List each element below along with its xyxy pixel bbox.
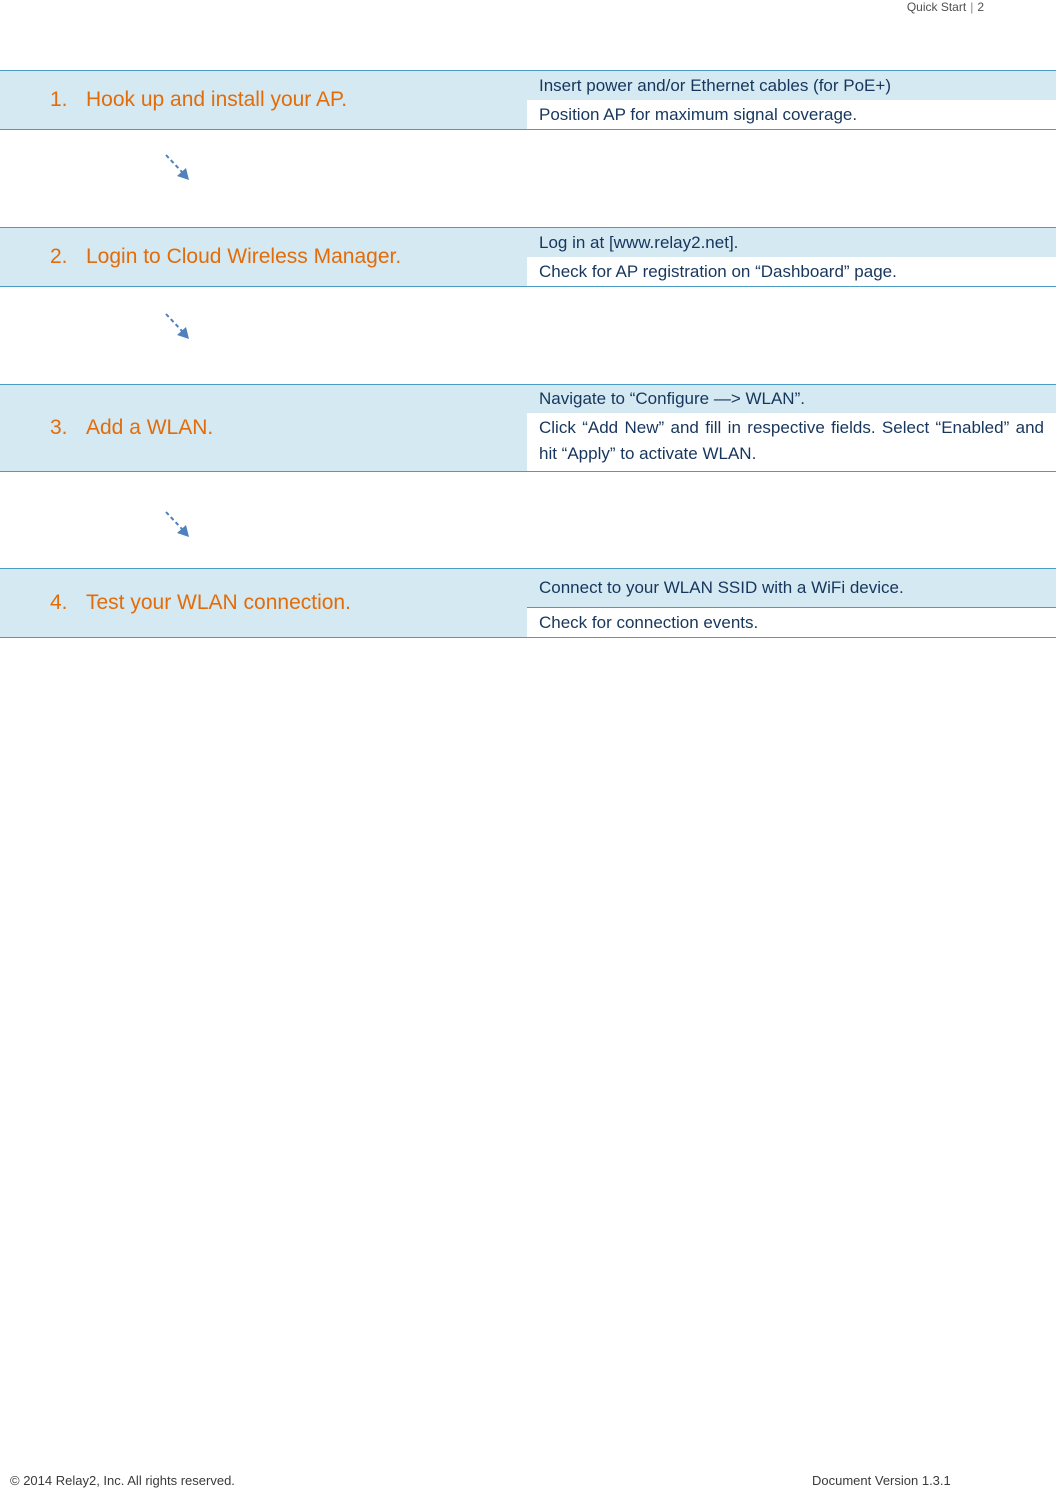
step-title	[0, 71, 527, 129]
header-page-number: 2	[977, 0, 984, 14]
step-3	[0, 384, 1056, 472]
step-title	[0, 385, 527, 471]
header-separator: |	[970, 0, 974, 14]
step-instructions	[527, 71, 1056, 129]
step-number: 1.	[50, 88, 68, 111]
instruction-row: Position AP for maximum signal coverage.	[527, 100, 1056, 129]
diagonal-down-right-arrow-icon	[162, 152, 196, 186]
footer-copyright: © 2014 Relay2, Inc. All rights reserved.	[10, 1473, 235, 1488]
page-header	[907, 0, 984, 14]
instruction-row: Connect to your WLAN SSID with a WiFi device.	[527, 569, 1056, 607]
instruction-row: Click “Add New” and fill in respective fields. Select “Enabled” and hit “Apply” to activate WLAN.	[527, 413, 1056, 471]
instruction-row: Insert power and/or Ethernet cables (for PoE+)	[527, 71, 1056, 100]
diagonal-down-right-arrow-icon	[162, 311, 196, 345]
header-section: Quick Start	[906, 0, 967, 14]
step-2	[0, 227, 1056, 287]
instruction-row: Check for connection events.	[527, 607, 1056, 637]
step-number: 4.	[50, 591, 68, 614]
step-instructions	[527, 569, 1056, 637]
step-instructions	[527, 385, 1056, 471]
step-title-text: Test your WLAN connection.	[86, 591, 351, 614]
step-title	[0, 228, 527, 286]
step-title-text: Add a WLAN.	[86, 416, 214, 439]
footer-version: Document Version 1.3.1	[812, 1473, 951, 1488]
step-4	[0, 568, 1056, 638]
instruction-row: Navigate to “Configure —> WLAN”.	[527, 385, 1056, 413]
instruction-row: Check for AP registration on “Dashboard” page.	[527, 257, 1056, 286]
step-number: 3.	[50, 416, 68, 439]
step-number: 2.	[50, 245, 68, 268]
step-title	[0, 569, 527, 637]
step-title-text: Hook up and install your AP.	[86, 88, 348, 111]
step-title-text: Login to Cloud Wireless Manager.	[86, 245, 402, 268]
instruction-row: Log in at [www.relay2.net].	[527, 228, 1056, 257]
diagonal-down-right-arrow-icon	[162, 509, 196, 543]
step-instructions	[527, 228, 1056, 286]
step-1	[0, 70, 1056, 130]
